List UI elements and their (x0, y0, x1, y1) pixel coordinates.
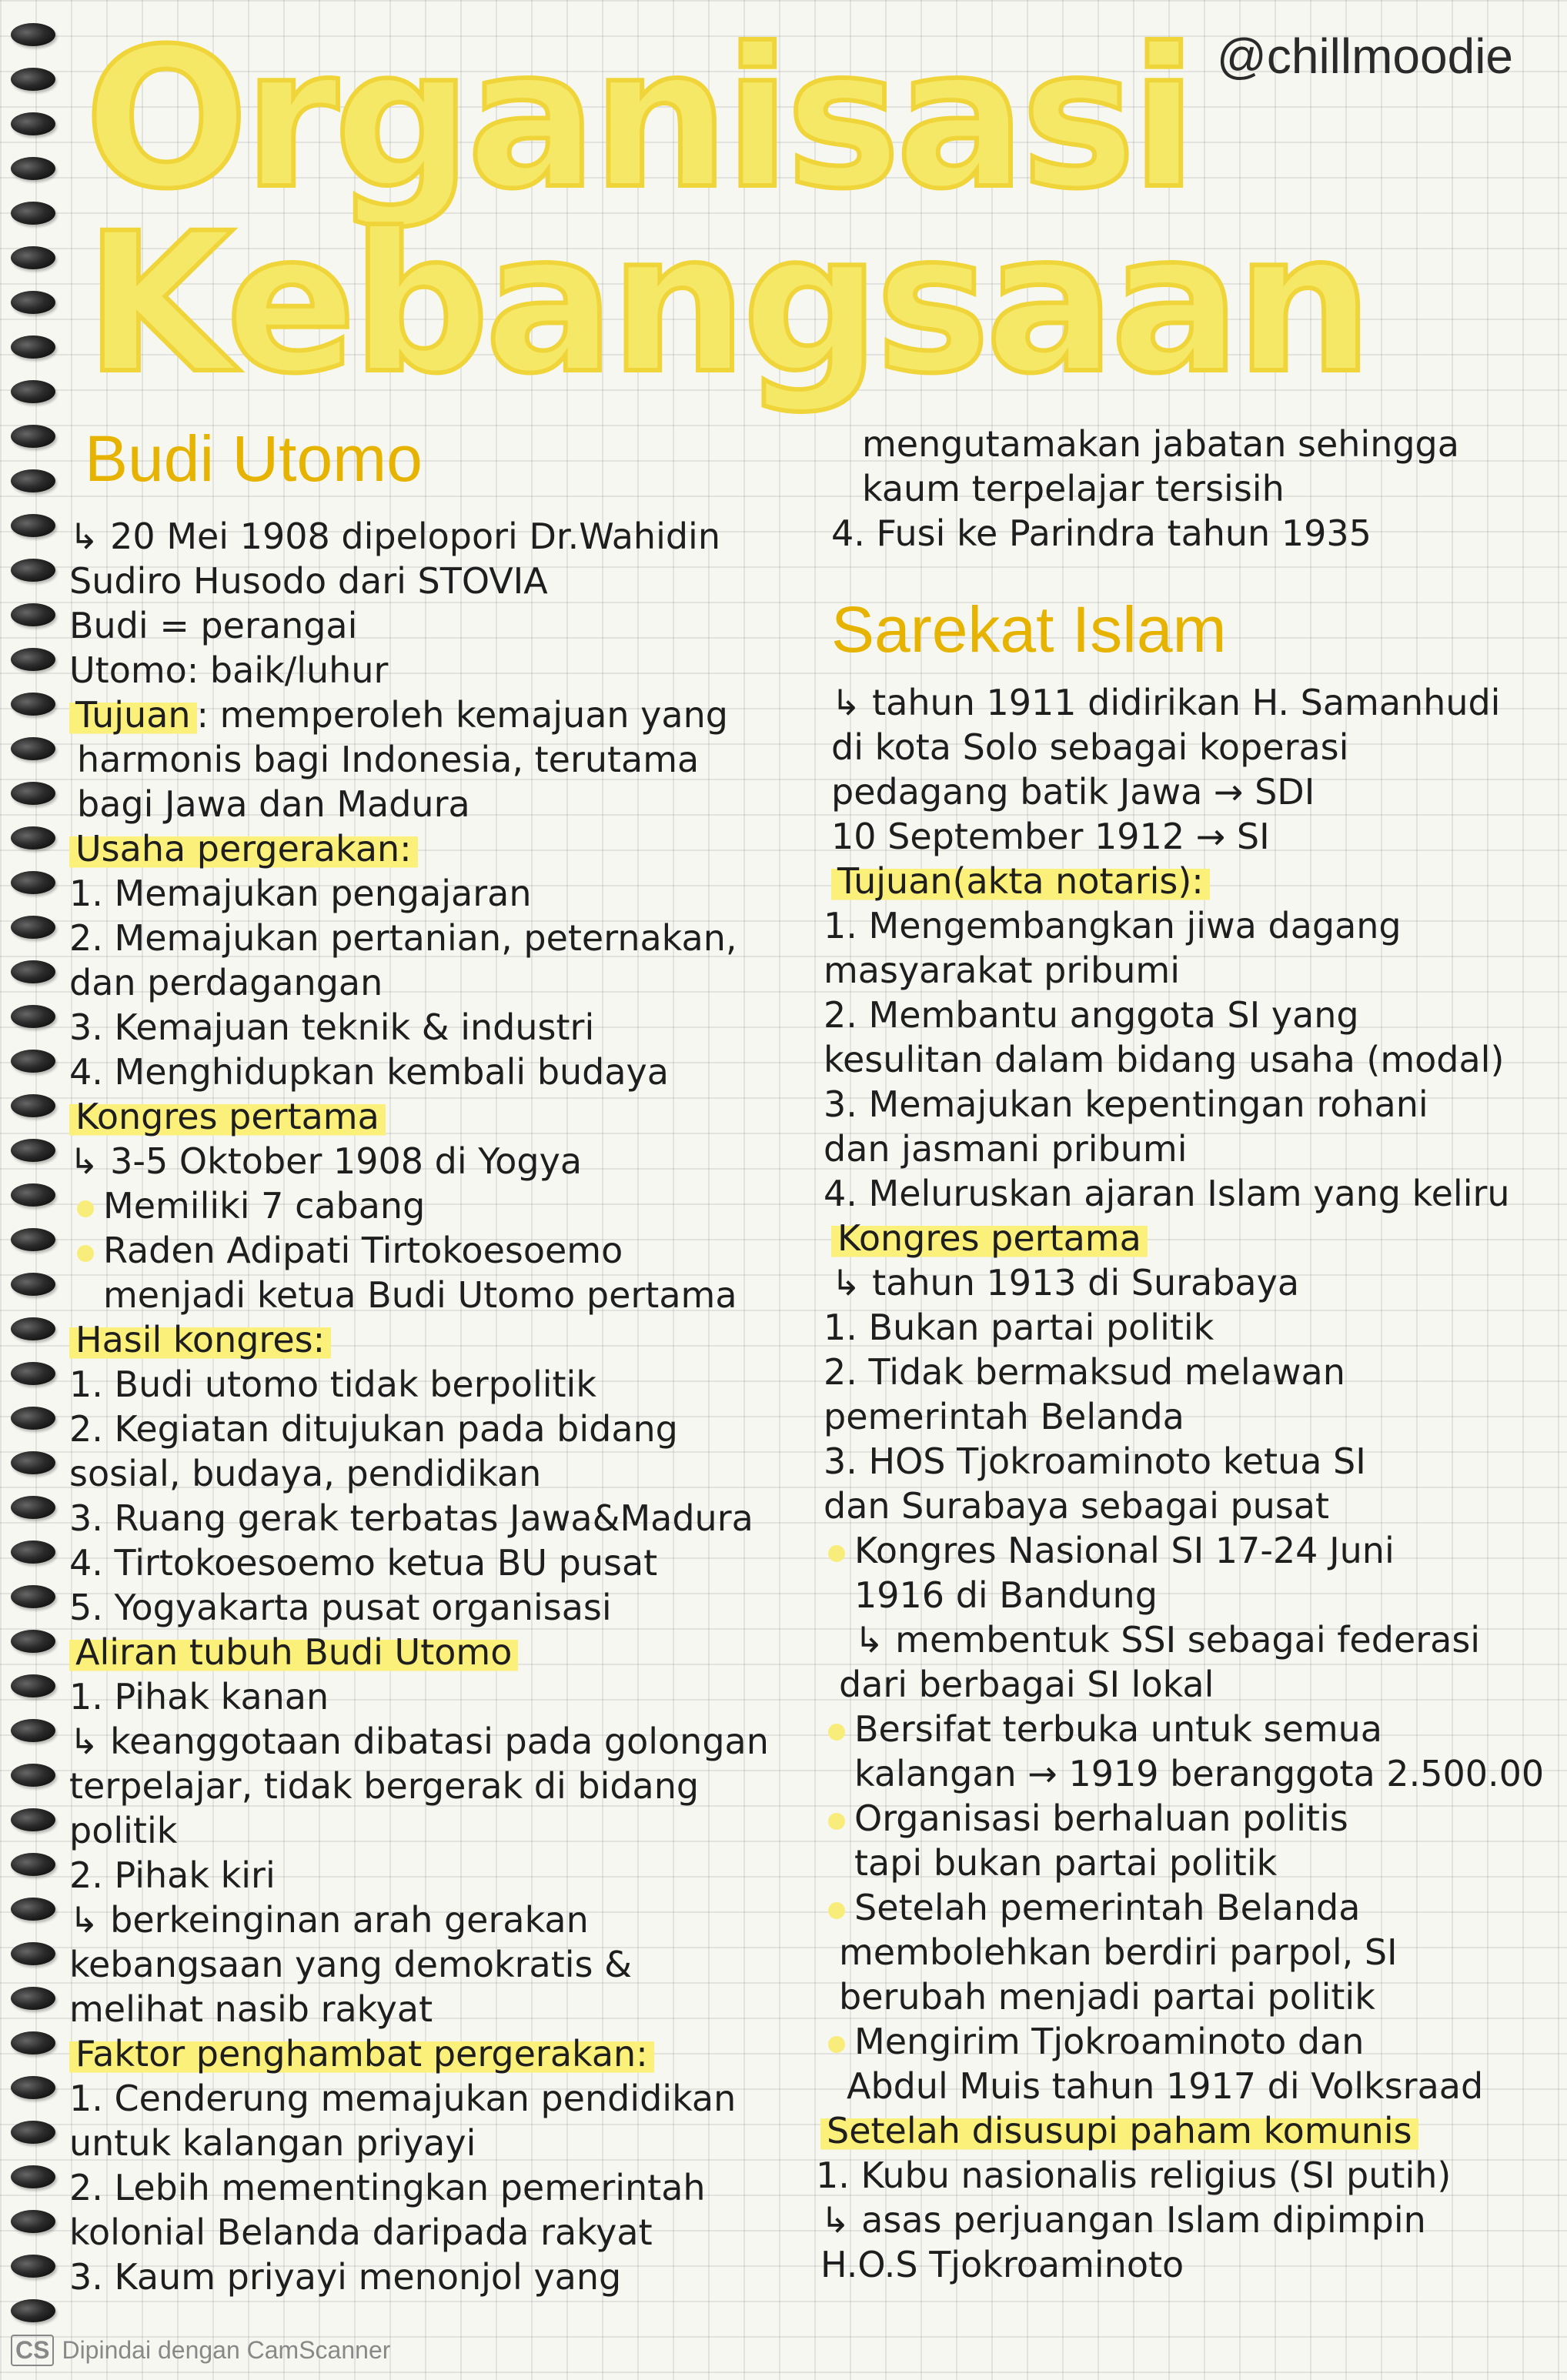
text-line: ↳ berkeinginan arah gerakan (69, 1899, 589, 1941)
list-item: 4. Menghidupkan kembali budaya (69, 1051, 669, 1093)
list-item: 1. Memajukan pengajaran (69, 873, 532, 914)
bullet-dot (77, 1245, 94, 1262)
spiral-ring (11, 1585, 55, 1608)
spiral-ring (11, 2299, 55, 2322)
text-line: mengutamakan jabatan sehingga (862, 423, 1459, 465)
kongres-heading: Kongres pertama (69, 1094, 386, 1139)
spiral-ring (11, 2121, 55, 2144)
spiral-ring (11, 1050, 55, 1073)
spiral-ring (11, 246, 55, 269)
spiral-ring (11, 380, 55, 403)
spiral-ring (11, 2165, 55, 2188)
spiral-ring (11, 1496, 55, 1519)
camscanner-text: Dipindai dengan CamScanner (62, 2336, 391, 2364)
spiral-ring (11, 1451, 55, 1474)
si-tujuan-heading: Tujuan(akta notaris): (831, 859, 1210, 903)
list-item: 3. HOS Tjokroaminoto ketua SI (824, 1440, 1366, 1482)
spiral-ring (11, 1407, 55, 1430)
list-item: 2. Lebih mementingkan pemerintah (69, 2167, 706, 2208)
spiral-ring (11, 23, 55, 46)
tujuan-label: Tujuan (69, 694, 197, 736)
spiral-ring (11, 1942, 55, 1965)
spiral-ring (11, 1228, 55, 1251)
spiral-ring (11, 1540, 55, 1564)
spiral-ring (11, 693, 55, 716)
text-line: ↳ asas perjuangan Islam dipimpin (820, 2199, 1426, 2241)
list-item: 1. Kubu nasionalis religius (SI putih) (816, 2155, 1452, 2196)
text-line: pedagang batik Jawa → SDI (831, 771, 1315, 813)
text-line: kaum terpelajar tersisih (862, 468, 1285, 509)
budi-utomo-heading: Budi Utomo (85, 422, 423, 495)
spiral-ring (11, 559, 55, 582)
sarekat-islam-heading: Sarekat Islam (831, 593, 1227, 666)
spiral-ring (11, 202, 55, 225)
list-item: kolonial Belanda daripada rakyat (69, 2211, 653, 2253)
text-line: bagi Jawa dan Madura (77, 783, 470, 825)
list-item: 2. Memajukan pertanian, peternakan, (69, 917, 737, 959)
spiral-ring (11, 960, 55, 983)
list-item: 1. Pihak kanan (69, 1676, 329, 1717)
list-item: dan jasmani pribumi (824, 1128, 1188, 1170)
bullet-line: Organisasi berhaluan politis (828, 1796, 1348, 1841)
text-line: kebangsaan yang demokratis & (69, 1944, 633, 1985)
text-line: politik (69, 1810, 178, 1851)
list-item: 3. Memajukan kepentingan rohani (824, 1083, 1428, 1125)
list-item: 1. Bukan partai politik (824, 1307, 1215, 1348)
bullet-dot (828, 2036, 845, 2053)
list-item: 1. Mengembangkan jiwa dagang (824, 905, 1402, 946)
camscanner-badge: CS (11, 2335, 54, 2366)
spiral-ring (11, 1764, 55, 1787)
spiral-ring (11, 68, 55, 91)
list-item: 3. Ruang gerak terbatas Jawa&Madura (69, 1497, 753, 1539)
bullet-dot (828, 1724, 845, 1741)
text-line: Utomo: baik/luhur (69, 649, 389, 691)
list-item: 1. Cenderung memajukan pendidikan (69, 2078, 737, 2119)
bullet-line: Kongres Nasional SI 17-24 Juni (828, 1528, 1395, 1573)
bullet-dot (828, 1902, 845, 1919)
bullet-dot (828, 1545, 845, 1562)
text-line: di kota Solo sebagai koperasi (831, 726, 1349, 768)
bullet-line: Raden Adipati Tirtokoesoemo (77, 1228, 623, 1273)
spiral-ring (11, 514, 55, 537)
spiral-ring (11, 916, 55, 939)
text-line: kalangan → 1919 beranggota 2.500.00 (854, 1753, 1545, 1794)
spiral-ring (11, 648, 55, 671)
spiral-ring (11, 335, 55, 359)
spiral-ring (11, 1183, 55, 1207)
spiral-ring (11, 1317, 55, 1340)
spiral-ring (11, 1853, 55, 1876)
spiral-ring (11, 1808, 55, 1831)
list-item: 4. Tirtokoesoemo ketua BU pusat (69, 1542, 658, 1584)
faktor-heading: Faktor penghambat pergerakan: (69, 2031, 654, 2076)
spiral-ring (11, 469, 55, 492)
bullet-line: Setelah pemerintah Belanda (828, 1885, 1360, 1930)
spiral-ring (11, 603, 55, 626)
page-title-line2: Kebangsaan (85, 192, 1368, 416)
text-line: terpelajar, tidak bergerak di bidang (69, 1765, 700, 1807)
list-item: 3. Kaum priyayi menonjol yang (69, 2256, 622, 2298)
spiral-ring (11, 291, 55, 314)
text-line: membolehkan berdiri parpol, SI (839, 1931, 1398, 1973)
bullet-line: Memiliki 7 cabang (77, 1183, 425, 1228)
list-item: 2. Tidak bermaksud melawan (824, 1351, 1345, 1393)
spiral-ring (11, 737, 55, 760)
text-line: Budi = perangai (69, 605, 358, 646)
text-line: Abdul Muis tahun 1917 di Volksraad (847, 2065, 1484, 2107)
list-item: 2. Pihak kiri (69, 1854, 276, 1896)
list-item: 2. Membantu anggota SI yang (824, 994, 1359, 1036)
spiral-ring (11, 1362, 55, 1385)
komunis-heading: Setelah disusupi paham komunis (820, 2108, 1418, 2153)
text-line: dari berbagai SI lokal (839, 1664, 1215, 1705)
spiral-ring (11, 112, 55, 135)
bullet-line: Bersifat terbuka untuk semua (828, 1707, 1382, 1751)
spiral-ring (11, 1674, 55, 1697)
list-item: 1. Budi utomo tidak berpolitik (69, 1364, 596, 1405)
text-line: 10 September 1912 → SI (831, 816, 1270, 857)
spiral-binding (0, 0, 62, 2380)
text-line: ↳ membentuk SSI sebagai federasi (854, 1619, 1481, 1661)
bullet-line: Mengirim Tjokroaminoto dan (828, 2019, 1364, 2064)
spiral-ring (11, 157, 55, 180)
scanner-footer (11, 2335, 390, 2366)
spiral-ring (11, 2255, 55, 2278)
spiral-ring (11, 871, 55, 894)
aliran-heading: Aliran tubuh Budi Utomo (69, 1630, 518, 1674)
text-line: ↳ tahun 1911 didirikan H. Samanhudi (831, 682, 1501, 723)
spiral-ring (11, 826, 55, 850)
text-line: tapi bukan partai politik (854, 1842, 1278, 1884)
spiral-ring (11, 782, 55, 805)
spiral-ring (11, 1987, 55, 2010)
si-kongres-heading: Kongres pertama (831, 1216, 1148, 1260)
spiral-ring (11, 2031, 55, 2055)
spiral-ring (11, 425, 55, 448)
list-item: pemerintah Belanda (824, 1396, 1184, 1437)
list-item: 5. Yogyakarta pusat organisasi (69, 1587, 612, 1628)
text-line: melihat nasib rakyat (69, 1988, 433, 2030)
text-line: : memperoleh kemajuan yang (196, 694, 728, 736)
spiral-ring (11, 1898, 55, 1921)
page-title-line1: Organisasi (85, 7, 1193, 231)
text-line: 1916 di Bandung (854, 1574, 1158, 1616)
list-item: 2. Kegiatan ditujukan pada bidang (69, 1408, 678, 1450)
spiral-ring (11, 1719, 55, 1742)
list-item: sosial, budaya, pendidikan (69, 1453, 542, 1494)
list-item: dan Surabaya sebagai pusat (824, 1485, 1330, 1527)
list-item: 4. Meluruskan ajaran Islam yang keliru (824, 1173, 1510, 1214)
text-line: ↳ tahun 1913 di Surabaya (831, 1262, 1300, 1303)
text-line: berubah menjadi partai politik (839, 1976, 1375, 2018)
spiral-ring (11, 1139, 55, 1162)
spiral-ring (11, 1005, 55, 1028)
tujuan-line (69, 693, 728, 737)
bullet-dot (828, 1813, 845, 1830)
list-item: 4. Fusi ke Parindra tahun 1935 (831, 512, 1372, 554)
spiral-ring (11, 2210, 55, 2233)
text-line: Sudiro Husodo dari STOVIA (69, 560, 548, 602)
usaha-heading: Usaha pergerakan: (69, 826, 418, 871)
list-item: kesulitan dalam bidang usaha (modal) (824, 1039, 1505, 1080)
text-line: harmonis bagi Indonesia, terutama (77, 739, 700, 780)
spiral-ring (11, 1094, 55, 1117)
text-line: menjadi ketua Budi Utomo pertama (103, 1274, 737, 1316)
text-line: ↳ keanggotaan dibatasi pada golongan (69, 1721, 769, 1762)
list-item: untuk kalangan priyayi (69, 2122, 476, 2164)
spiral-ring (11, 1630, 55, 1653)
text-line: H.O.S Tjokroaminoto (820, 2244, 1184, 2285)
text-line: ↳ 3-5 Oktober 1908 di Yogya (69, 1140, 583, 1182)
spiral-ring (11, 1273, 55, 1296)
text-line: ↳ 20 Mei 1908 dipelopori Dr.Wahidin (69, 516, 720, 557)
bullet-dot (77, 1200, 94, 1217)
hasil-heading: Hasil kongres: (69, 1317, 331, 1362)
list-item: dan perdagangan (69, 962, 383, 1003)
watermark: @chillmoodie (1216, 28, 1513, 84)
list-item: masyarakat pribumi (824, 950, 1180, 991)
list-item: 3. Kemajuan teknik & industri (69, 1006, 595, 1048)
spiral-ring (11, 2076, 55, 2099)
